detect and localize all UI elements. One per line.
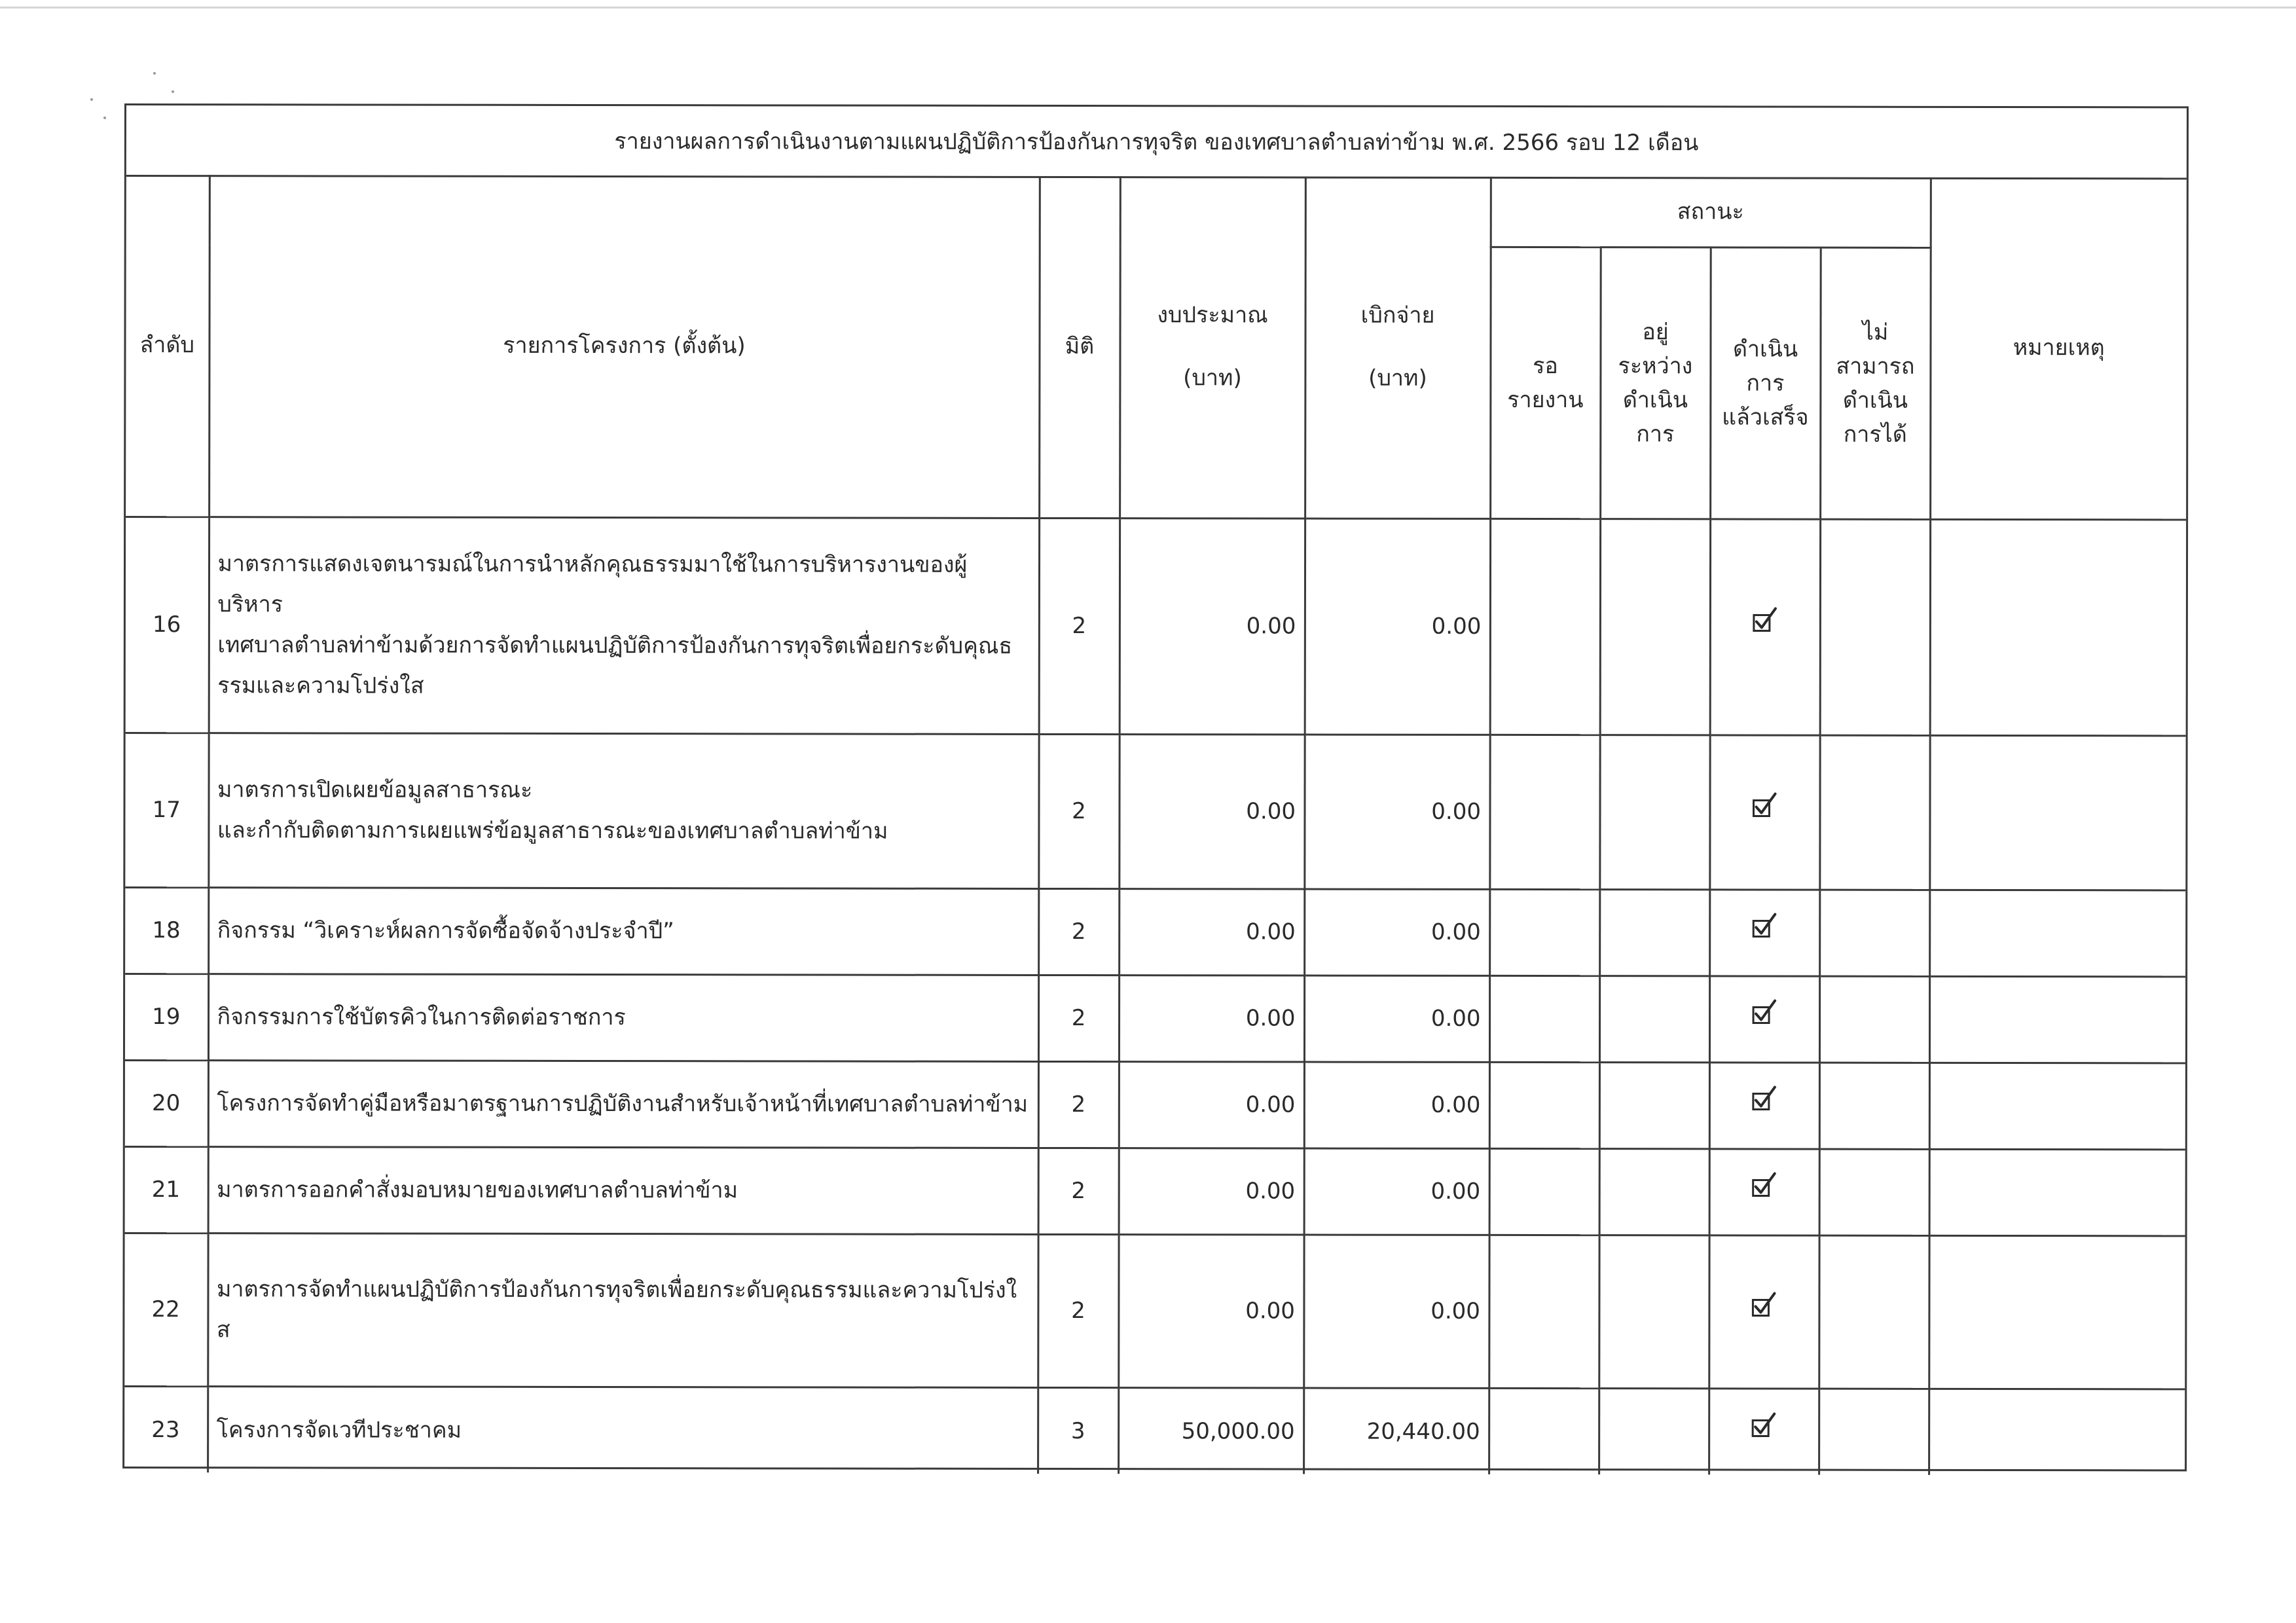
row-disbursed: 0.00 xyxy=(1303,1235,1489,1388)
row-dimension: 2 xyxy=(1039,518,1120,734)
header-status-pending-line: รายงาน xyxy=(1507,386,1584,413)
row-status-in-progress xyxy=(1599,889,1709,976)
row-project-line: เทศบาลตำบลท่าข้ามด้วยการจัดทำแผนปฏิบัติการป้องกันการทุจริตเพื่อยกระดับคุณธ xyxy=(217,632,1013,659)
row-dimension: 2 xyxy=(1038,1234,1118,1387)
row-status-in-progress xyxy=(1599,1062,1709,1148)
table-row xyxy=(126,517,2186,735)
row-order: 18 xyxy=(125,887,208,974)
row-dimension: 2 xyxy=(1038,888,1119,975)
checked-box-icon xyxy=(1751,1171,1777,1199)
row-status-pending xyxy=(1489,889,1599,976)
row-status-pending xyxy=(1490,519,1600,735)
header-budget-line-1: งบประมาณ xyxy=(1157,302,1268,329)
row-status-unable xyxy=(1819,1063,1929,1149)
row-status-unable xyxy=(1819,976,1929,1063)
row-status-pending xyxy=(1489,976,1599,1062)
header-disbursed-line-1: เบิกจ่าย xyxy=(1360,302,1435,329)
row-project-line: กิจกรรมการใช้บัตรคิวในการติดต่อราชการ xyxy=(217,1004,626,1031)
row-status-in-progress xyxy=(1599,735,1709,889)
row-remarks xyxy=(1929,735,2185,890)
row-status-completed xyxy=(1709,1062,1819,1148)
row-project xyxy=(208,887,1038,975)
row-project xyxy=(208,974,1038,1061)
row-status-in-progress xyxy=(1599,1388,1709,1474)
row-budget: 50,000.00 xyxy=(1118,1387,1303,1474)
header-status-pending xyxy=(1490,247,1601,519)
header-status-in-progress-line: ระหว่าง xyxy=(1618,352,1693,379)
row-disbursed: 0.00 xyxy=(1304,976,1489,1062)
header-status-in-progress-line: ดำเนิน xyxy=(1622,386,1688,413)
row-remarks xyxy=(1929,1063,2185,1150)
row-project xyxy=(208,733,1038,888)
header-status-in-progress xyxy=(1600,247,1711,519)
header-status-completed-line: ดำเนิน xyxy=(1732,335,1798,363)
row-dimension: 2 xyxy=(1038,1148,1119,1234)
row-status-unable xyxy=(1819,890,1929,976)
header-status-in-progress-line: การ xyxy=(1636,420,1675,447)
header-project-list: รายการโครงการ (ตั้งต้น) xyxy=(209,175,1040,518)
header-remarks: หมายเหตุ xyxy=(1930,177,2187,520)
row-disbursed: 0.00 xyxy=(1304,1062,1489,1148)
table-row xyxy=(125,733,2185,890)
row-remarks xyxy=(1929,1235,2185,1389)
header-budget-line-2: (บาท) xyxy=(1183,365,1242,392)
row-order: 23 xyxy=(124,1386,208,1472)
scan-speck xyxy=(153,72,156,75)
row-status-completed xyxy=(1709,1235,1819,1388)
row-budget: 0.00 xyxy=(1119,1061,1304,1148)
row-status-pending xyxy=(1489,1148,1599,1235)
row-project-line: มาตรการเปิดเผยข้อมูลสาธารณะ xyxy=(217,776,533,803)
header-status-group: สถานะ xyxy=(1491,177,1931,247)
row-remarks xyxy=(1930,519,2186,736)
header-dimension: มิติ xyxy=(1039,176,1120,518)
checked-box-icon xyxy=(1751,1290,1777,1319)
report-sheet xyxy=(122,103,2189,1471)
checked-box-icon xyxy=(1751,911,1777,940)
row-remarks xyxy=(1929,1149,2185,1236)
row-status-pending xyxy=(1489,1388,1599,1474)
header-status-in-progress-line: อยู่ xyxy=(1642,318,1669,345)
row-project-line: โครงการจัดเวทีประชาคม xyxy=(216,1416,462,1444)
row-budget: 0.00 xyxy=(1119,975,1304,1061)
row-status-unable xyxy=(1819,735,1929,890)
header-status-completed xyxy=(1710,247,1821,519)
header-status-completed-line: การ xyxy=(1746,369,1785,397)
row-status-unable xyxy=(1819,1389,1929,1475)
row-project-line: ส xyxy=(216,1317,230,1343)
row-status-pending xyxy=(1489,735,1599,889)
header-status-unable-line: ดำเนิน xyxy=(1842,387,1908,414)
table-row xyxy=(125,974,2185,1063)
scan-speck xyxy=(172,90,174,93)
header-status-completed-line: แล้วเสร็จ xyxy=(1722,403,1809,431)
row-project xyxy=(208,1233,1038,1387)
header-budget xyxy=(1120,176,1305,518)
row-status-completed xyxy=(1709,735,1819,889)
row-project xyxy=(208,1146,1038,1234)
row-order: 22 xyxy=(124,1233,208,1386)
report-table xyxy=(124,175,2187,1475)
row-remarks xyxy=(1929,890,2185,977)
row-status-completed xyxy=(1709,1388,1819,1474)
header-status-unable-line: ไม่ xyxy=(1862,319,1889,346)
row-order: 19 xyxy=(125,974,208,1060)
row-project-line: โครงการจัดทำคู่มือหรือมาตรฐานการปฏิบัติงานสำหรับเจ้าหน้าที่เทศบาลตำบลท่าข้าม xyxy=(217,1090,1029,1118)
row-project-line: มาตรการแสดงเจตนารมณ์ในการนำหลักคุณธรรมมาใช้ในการบริหารงานของผู้บริหาร xyxy=(217,551,968,618)
row-dimension: 2 xyxy=(1038,1061,1119,1148)
row-budget: 0.00 xyxy=(1118,1234,1303,1387)
row-dimension: 2 xyxy=(1038,734,1119,888)
row-project xyxy=(208,1060,1038,1148)
table-row xyxy=(125,887,2185,976)
row-dimension: 3 xyxy=(1038,1387,1118,1474)
row-disbursed: 0.00 xyxy=(1304,735,1489,889)
header-disbursed xyxy=(1305,177,1491,519)
row-budget: 0.00 xyxy=(1120,518,1305,734)
table-row xyxy=(124,1233,2185,1389)
header-order: ลำดับ xyxy=(126,175,210,517)
row-status-in-progress xyxy=(1599,976,1709,1062)
row-project-line: รรมและความโปร่งใส xyxy=(217,672,424,699)
row-disbursed: 0.00 xyxy=(1304,889,1489,976)
header-row-top xyxy=(126,175,2187,247)
row-status-completed xyxy=(1709,1148,1819,1235)
header-status-unable-line: การได้ xyxy=(1843,421,1907,448)
row-budget: 0.00 xyxy=(1119,888,1304,975)
row-status-pending xyxy=(1489,1235,1599,1388)
checked-box-icon xyxy=(1751,998,1777,1027)
row-project xyxy=(208,1386,1038,1474)
row-status-in-progress xyxy=(1599,1235,1709,1388)
row-disbursed: 0.00 xyxy=(1304,1148,1489,1235)
header-status-unable-line: สามารถ xyxy=(1836,353,1915,380)
checked-box-icon xyxy=(1752,606,1778,634)
row-status-unable xyxy=(1819,1149,1929,1235)
table-row xyxy=(125,1146,2185,1235)
row-status-unable xyxy=(1820,519,1930,735)
scan-edge-line xyxy=(0,7,2296,9)
checked-box-icon xyxy=(1751,791,1777,820)
row-status-completed xyxy=(1709,889,1819,976)
row-budget: 0.00 xyxy=(1119,1148,1304,1234)
row-dimension: 2 xyxy=(1038,975,1119,1061)
report-title: รายงานผลการดำเนินงานตามแผนปฏิบัติการป้องกันการทุจริต ของเทศบาลตำบลท่าข้าม พ.ศ. 2566 รอบ 12 เดือน xyxy=(126,105,2187,179)
checked-box-icon xyxy=(1751,1411,1777,1440)
row-status-completed xyxy=(1710,519,1820,735)
table-body xyxy=(124,517,2186,1475)
table-row xyxy=(124,1386,2185,1475)
row-order: 21 xyxy=(125,1146,208,1233)
row-project-line: มาตรการออกคำสั่งมอบหมายของเทศบาลตำบลท่าข้าม xyxy=(217,1176,738,1204)
row-project xyxy=(209,517,1039,734)
table-row xyxy=(125,1060,2185,1149)
row-remarks xyxy=(1929,1389,2185,1476)
row-disbursed: 0.00 xyxy=(1305,519,1490,735)
row-status-in-progress xyxy=(1599,1148,1709,1235)
scan-speck xyxy=(90,98,93,101)
header-status-unable xyxy=(1820,247,1931,519)
row-project-line: และกำกับติดตามการเผยแพร่ข้อมูลสาธารณะของเทศบาลตำบลท่าข้าม xyxy=(217,817,888,845)
header-disbursed-line-2: (บาท) xyxy=(1368,365,1427,392)
row-status-pending xyxy=(1489,1062,1599,1148)
row-budget: 0.00 xyxy=(1119,734,1304,888)
row-status-completed xyxy=(1709,976,1819,1062)
scan-speck xyxy=(103,117,106,119)
row-order: 16 xyxy=(126,517,209,733)
row-status-unable xyxy=(1819,1235,1929,1389)
row-disbursed: 20,440.00 xyxy=(1303,1388,1489,1474)
row-project-line: มาตรการจัดทำแผนปฏิบัติการป้องกันการทุจริตเพื่อยกระดับคุณธรรมและความโปร่งใ xyxy=(216,1276,1017,1304)
checked-box-icon xyxy=(1751,1084,1777,1113)
row-project-line: กิจกรรม “วิเคราะห์ผลการจัดซื้อจัดจ้างประจำปี” xyxy=(217,917,674,945)
header-status-pending-line: รอ xyxy=(1533,352,1558,379)
row-order: 20 xyxy=(125,1060,208,1146)
row-remarks xyxy=(1929,976,2185,1063)
row-order: 17 xyxy=(125,733,208,887)
row-status-in-progress xyxy=(1600,519,1710,735)
